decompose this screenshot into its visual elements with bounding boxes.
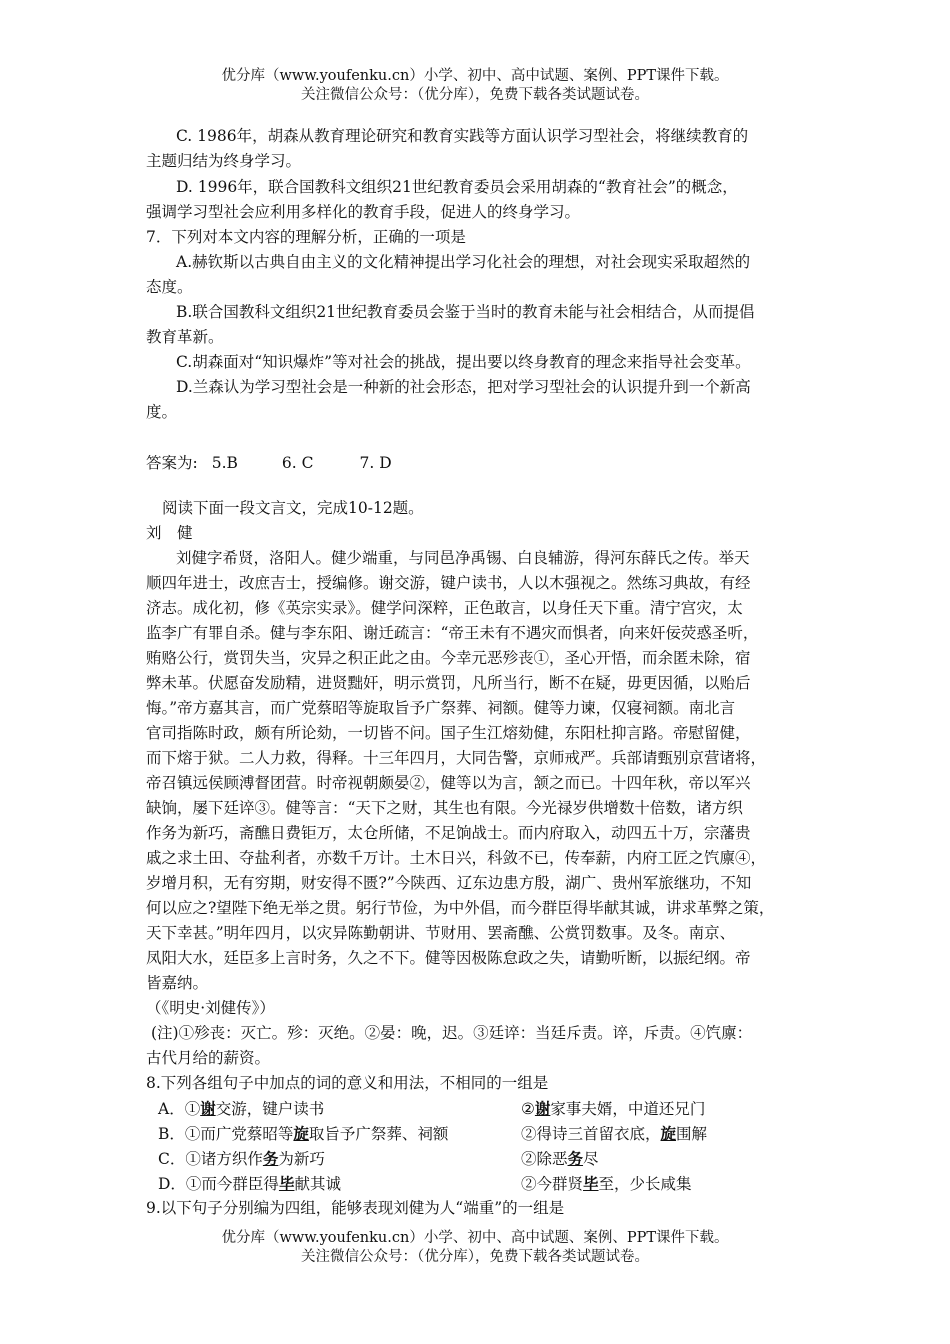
passage-line: 刘健字希贤，洛阳人。健少端重，与同邑净禹锡、白良辅游，得河东薛氏之传。举天 xyxy=(176,549,750,567)
answer-7: 7. D xyxy=(359,454,392,472)
footer-line-1: 优分库（www.youfenku.cn）小学、初中、高中试题、案例、PPT课件下载。 xyxy=(221,1230,729,1246)
page-header xyxy=(0,67,950,105)
q8-a-right-post: 家事夫婿，中道还兄门 xyxy=(550,1100,706,1118)
q7-option-a-line-2: 态度。 xyxy=(146,278,193,296)
q7-option-c-line-1: C.胡森面对“知识爆炸”等对社会的挑战，提出要以终身教育的理念来指导社会变革。 xyxy=(176,353,751,371)
answer-6: 6. C xyxy=(281,454,314,472)
passage-line: 官司指陈时政，颇有所论劾，一切皆不问。国子生江熔劾健，东阳杜抑言路。帝慰留健， xyxy=(146,724,751,742)
q8-a-right-pre: ② xyxy=(521,1100,535,1118)
q8-b-left-dotted-word: 旋 xyxy=(293,1124,309,1143)
q7-option-a-line-1: A.赫钦斯以古典自由主义的文化精神提出学习化社会的理想，对社会现实采取超然的 xyxy=(176,253,751,271)
answer-label: 答案为: xyxy=(146,454,198,472)
q8-option-a-right xyxy=(521,1096,705,1122)
q8-stem: 8.下列各组句子中加点的词的意义和用法，不相同的一组是 xyxy=(146,1074,549,1092)
passage-line: 作务为新巧，斋醮日费钜万，太仓所储，不足饷战士。而内府取入，动四五十万，宗藩贵 xyxy=(146,824,751,842)
q8-a-left-pre: A．① xyxy=(158,1100,201,1118)
q8-c-right-pre: ②除恶 xyxy=(521,1150,568,1168)
q8-d-right-pre: ②今群贤 xyxy=(521,1175,584,1193)
q8-d-right-dotted-word: 毕 xyxy=(583,1174,599,1193)
passage-line: 帝召镇远侯顾溥督团营。时帝视朝颇晏②，健等以为言，颔之而已。十四年秋，帝以军兴 xyxy=(146,774,751,792)
passage-line: 顺四年进士，改庶吉士，授编修。谢交游，键户读书，人以木强视之。然练习典故，有经 xyxy=(146,574,751,592)
passage-line: 皆嘉纳。 xyxy=(146,974,209,992)
q8-option-a-left xyxy=(158,1096,324,1122)
q8-c-left-dotted-word: 务 xyxy=(262,1149,279,1168)
passage-line: 岁增月积，无有穷期，财安得不匮?”今陕西、辽东边患方殷，湖广、贵州军旅继功，不知 xyxy=(146,874,752,892)
q8-a-left-post: 交游，键户读书 xyxy=(215,1100,325,1118)
passage-line: 济志。成化初，修《英宗实录》。健学问深粹，正色敢言，以身任天下重。清宁宫灾，太 xyxy=(146,599,743,617)
passage-line: 凤阳大水，廷臣多上言时务，久之不下。健等因极陈怠政之失，请勤听断，以振纪纲。帝 xyxy=(146,949,751,967)
q6-option-d-line-1: D. 1996年，联合国教科文组织21世纪教育委员会采用胡森的“教育社会”的概念， xyxy=(176,178,738,196)
passage-line: 监李广有罪自杀。健与李东阳、谢迁疏言：“帝王未有不遇灾而惧者，向来奸佞荧惑圣听， xyxy=(146,624,759,642)
footer-line-2: 关注微信公众号：（优分库），免费下载各类试题试卷。 xyxy=(301,1249,649,1265)
q6-option-c-line-2: 主题归结为终身学习。 xyxy=(146,152,302,170)
q6-option-c-line-1: C. 1986年，胡森从教育理论研究和教育实践等方面认识学习型社会，将继续教育的 xyxy=(176,127,749,145)
answer-5: 5.B xyxy=(211,454,238,472)
header-line-2: 关注微信公众号：（优分库），免费下载各类试题试卷。 xyxy=(301,87,649,103)
q8-b-right-post: 围解 xyxy=(676,1125,708,1143)
passage-intro: 阅读下面一段文言文，完成10-12题。 xyxy=(162,499,424,517)
q8-b-right-pre: ②得诗三首留衣底， xyxy=(521,1125,661,1143)
header-line-1: 优分库（www.youfenku.cn）小学、初中、高中试题、案例、PPT课件下载。 xyxy=(221,68,729,84)
passage-title: 刘 健 xyxy=(146,524,193,542)
q8-c-left-post: 为新巧 xyxy=(278,1150,325,1168)
q8-b-right-dotted-word: 旋 xyxy=(660,1124,677,1143)
q8-option-c-right xyxy=(521,1146,599,1172)
q8-b-left-post: 取旨予广祭葬、祠额 xyxy=(308,1125,449,1143)
q8-option-b-left xyxy=(158,1121,448,1147)
q8-option-c-left xyxy=(158,1146,325,1172)
q8-d-left-post: 献其诚 xyxy=(294,1175,341,1193)
q7-option-d-line-1: D.兰森认为学习型社会是一种新的社会形态，把对学习型社会的认识提升到一个新高 xyxy=(176,378,751,396)
q7-option-d-line-2: 度。 xyxy=(146,403,178,421)
q7-option-b-line-2: 教育革新。 xyxy=(146,328,224,346)
q7-option-b-line-1: B.联合国教科文组织21世纪教育委员会鉴于当时的教育未能与社会相结合，从而提倡 xyxy=(176,303,755,321)
passage-source: （《明史·刘健传》） xyxy=(146,999,275,1017)
q8-c-right-post: 尽 xyxy=(583,1150,599,1168)
passage-note-line-2: 古代月给的薪资。 xyxy=(146,1049,271,1067)
q7-stem: 7．下列对本文内容的理解分析，正确的一项是 xyxy=(146,228,466,246)
q8-d-left-dotted-word: 毕 xyxy=(278,1174,295,1193)
passage-line: 缺饷，屡下廷谇③。健等言：“天下之财，其生也有限。今光禄岁供增数十倍数，诸方织 xyxy=(146,799,743,817)
q8-c-left-pre: C．①诸方织作 xyxy=(158,1150,263,1168)
passage-line: 天下幸甚。”明年四月，以灾异陈勤朝讲、节财用、罢斋醮、公赏罚数事。及冬。南京、 xyxy=(146,924,736,942)
q6-option-d-line-2: 强调学习型社会应利用多样化的教育手段，促进人的终身学习。 xyxy=(146,203,581,221)
passage-line: 弊未革。伏愿奋发励精，进贤黜奸，明示赏罚，凡所当行，断不在疑，毋更因循，以贻后 xyxy=(146,674,751,692)
passage-line: 悔。”帝方嘉其言，而广党蔡昭等旋取旨予广祭葬、祠额。健等力谏，仅寝祠额。南北言 xyxy=(146,699,736,717)
q8-option-b-right xyxy=(521,1121,707,1147)
passage-line: 戚之求土田、夺盐利者，亦数千万计。土木日兴，科敛不已，传奉薪，内府工匠之饩廪④， xyxy=(146,849,767,867)
q8-d-right-post: 至，少长咸集 xyxy=(598,1175,692,1193)
q8-a-left-dotted-word: 谢 xyxy=(200,1099,216,1118)
q8-option-d-left xyxy=(158,1171,341,1197)
q9-stem: 9.以下句子分别编为四组，能够表现刘健为人“端重”的一组是 xyxy=(146,1199,565,1217)
q8-a-right-dotted-word: 谢 xyxy=(534,1099,551,1118)
page-footer xyxy=(0,1229,950,1267)
q8-b-left-pre: B．①而广党蔡昭等 xyxy=(158,1125,294,1143)
answer-line xyxy=(146,451,406,476)
q8-option-d-right xyxy=(521,1171,692,1197)
q8-c-right-dotted-word: 务 xyxy=(567,1149,584,1168)
passage-line: 何以应之?望陛下绝无举之贯。躬行节俭，为中外倡，而今群臣得毕献其诚，讲求革弊之策， xyxy=(146,899,775,917)
passage-note-line-1: (注)①殄丧：灭亡。殄：灭绝。②晏：晚，迟。③廷谇：当廷斥责。谇，斥责。④饩廪： xyxy=(151,1024,753,1042)
q8-d-left-pre: D．①而今群臣得 xyxy=(158,1175,279,1193)
passage-line: 贿赂公行，赏罚失当，灾异之积正此之由。今幸元恶殄丧①，圣心开悟，而余匿未除，宿 xyxy=(146,649,751,667)
passage-line: 而下熔于狱。二人力救，得释。十三年四月，大同告警，京师戒严。兵部请甄别京营诸将， xyxy=(146,749,767,767)
